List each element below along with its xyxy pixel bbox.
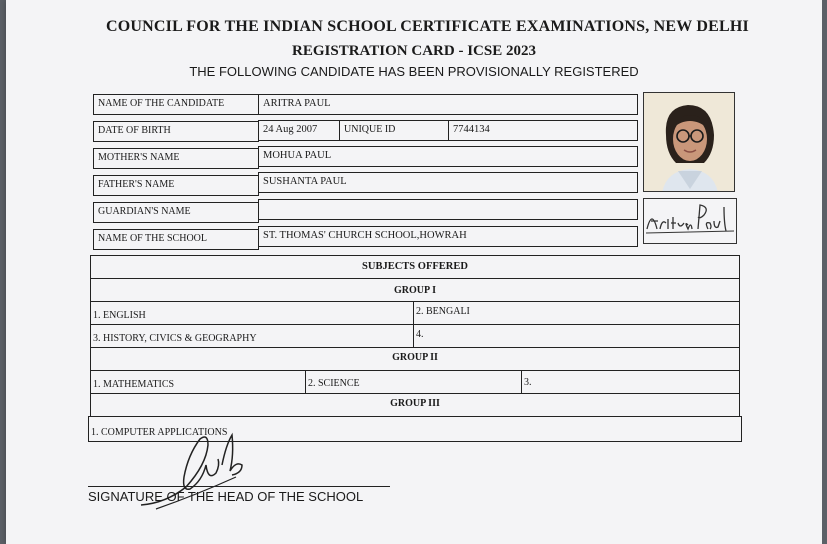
school-name: ST. THOMAS' CHURCH SCHOOL,HOWRAH	[258, 226, 638, 247]
candidate-photo	[643, 92, 735, 192]
uid-value: 7744134	[448, 120, 638, 141]
dob-value: 24 Aug 2007	[258, 120, 340, 141]
candidate-signature	[643, 198, 737, 244]
signature-graphic	[644, 199, 736, 243]
head-signature-label: SIGNATURE OF THE HEAD OF THE SCHOOL	[88, 489, 364, 504]
group2-subject-1: 1. MATHEMATICS	[90, 370, 306, 394]
group2-label: GROUP II	[392, 352, 438, 363]
group1-label: GROUP I	[394, 285, 436, 296]
guardian-name	[258, 199, 638, 220]
mother-name: MOHUA PAUL	[258, 146, 638, 167]
group1-subject-1: 1. ENGLISH	[90, 301, 414, 325]
group3-subject-1: 1. COMPUTER APPLICATIONS	[88, 416, 742, 442]
school-label: NAME OF THE SCHOOL	[93, 229, 259, 250]
group2-subject-2: 2. SCIENCE	[305, 370, 522, 394]
registration-card	[6, 0, 822, 544]
guardian-label: GUARDIAN'S NAME	[93, 202, 259, 223]
signature-line	[88, 486, 390, 487]
dob-label: DATE OF BIRTH	[93, 121, 259, 142]
group2-subject-3: 3.	[521, 370, 740, 394]
mother-label: MOTHER'S NAME	[93, 148, 259, 169]
father-name: SUSHANTA PAUL	[258, 172, 638, 193]
group1-subject-3: 3. HISTORY, CIVICS & GEOGRAPHY	[90, 324, 414, 348]
card-title: REGISTRATION CARD - ICSE 2023	[292, 43, 536, 59]
background-edge	[822, 0, 827, 544]
group3-label: GROUP III	[390, 398, 440, 409]
group1-subject-4: 4.	[413, 324, 740, 348]
group1-subject-2: 2. BENGALI	[413, 301, 740, 325]
candidate-name: ARITRA PAUL	[258, 94, 638, 115]
portrait-icon	[644, 93, 735, 192]
council-title: COUNCIL FOR THE INDIAN SCHOOL CERTIFICATE EXAMINATIONS, NEW DELHI	[106, 18, 749, 35]
father-label: FATHER'S NAME	[93, 175, 259, 196]
registration-notice: THE FOLLOWING CANDIDATE HAS BEEN PROVISIONALLY REGISTERED	[189, 64, 639, 79]
subjects-heading: SUBJECTS OFFERED	[362, 261, 468, 272]
name-label: NAME OF THE CANDIDATE	[93, 94, 259, 115]
uid-label: UNIQUE ID	[339, 120, 449, 141]
